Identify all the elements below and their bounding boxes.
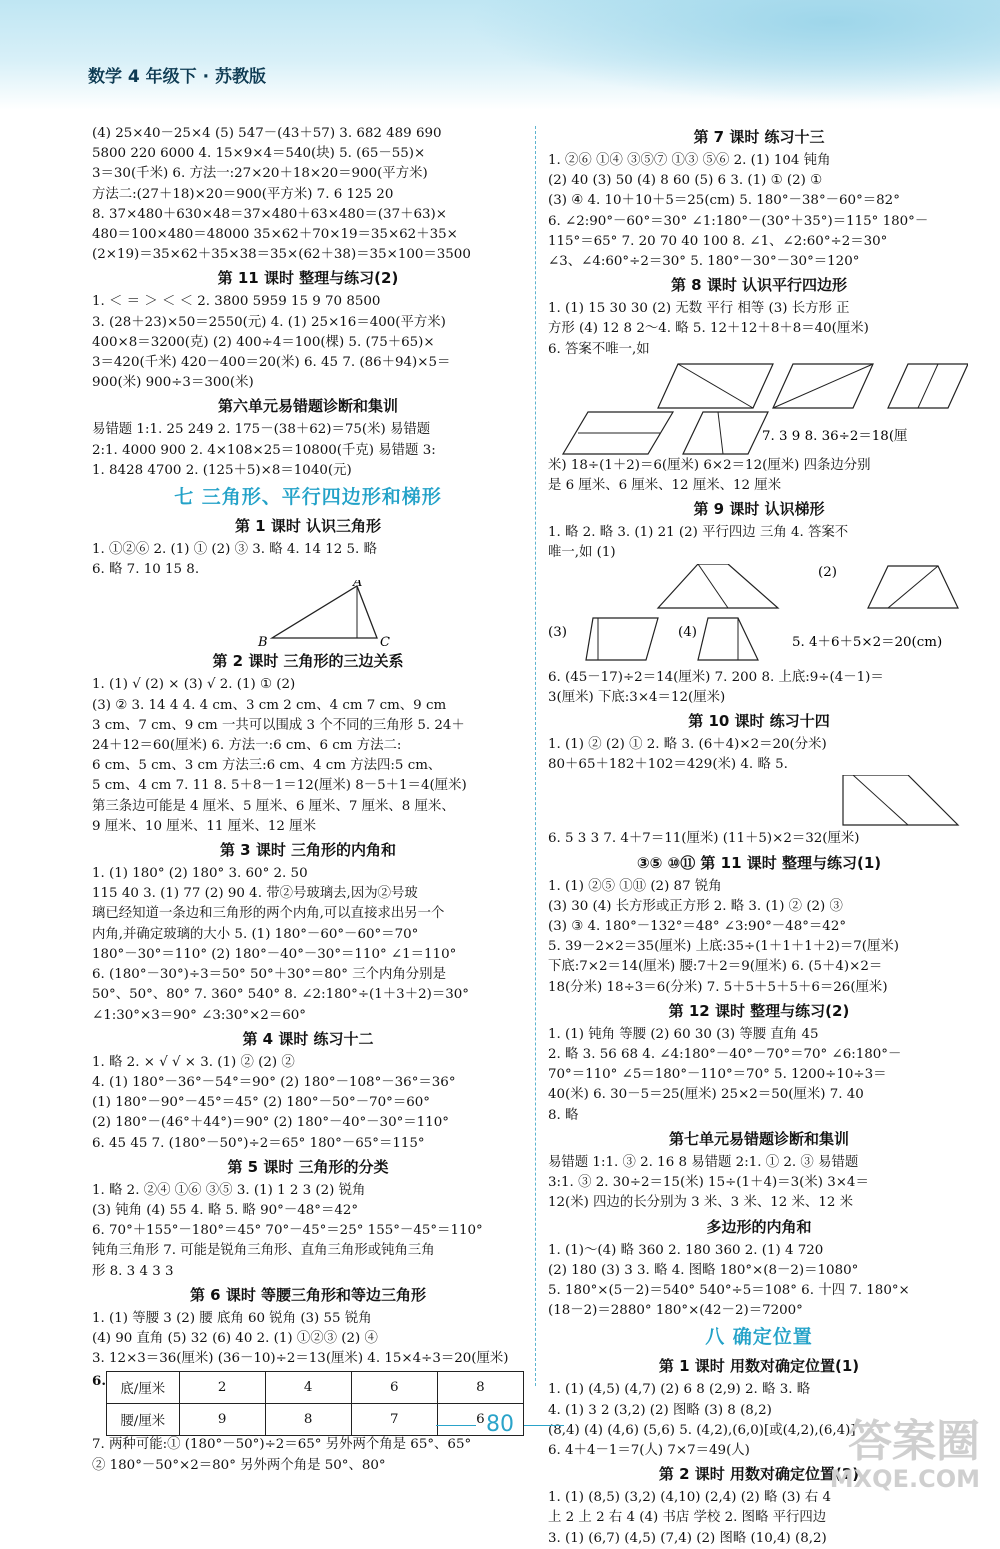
answer-line: 2:1. 4000 900 2. 4×108×25＝10800(千克) 易错题 3: bbox=[92, 442, 436, 458]
answer-line: 1. 略 2. × √ √ × 3. (1) ② (2) ② bbox=[92, 1054, 295, 1070]
answer-line: 第三条边可能是 4 厘米、5 厘米、6 厘米、7 厘米、8 厘米、 bbox=[92, 798, 455, 814]
table-cell: 7 bbox=[351, 1404, 437, 1436]
answer-line: 5. 180°×(5－2)＝540° 540°÷5＝108° 6. 十四 7. 180°× bbox=[548, 1282, 910, 1298]
answer-line: 1. ②⑥ ①④ ③⑤⑦ ①③ ⑤⑥ 2. (1) 104 钝角 bbox=[548, 153, 831, 168]
answer-line: 5 cm、4 cm 7. 11 8. 5＋8－1＝12(厘米) 8－5＋1＝4(厘米) bbox=[92, 778, 467, 794]
section-answers bbox=[92, 1053, 524, 1154]
answer-line: 1. ①②⑥ 2. (1) ① (2) ③ 3. 略 4. 14 12 5. 略 bbox=[92, 542, 377, 558]
table-cell: 6 bbox=[351, 1372, 437, 1404]
watermark-line: MXQE.COM bbox=[829, 1465, 980, 1493]
answer-line: 8. 略 bbox=[548, 1107, 579, 1123]
answer-line: ∠3、∠4:60°÷2＝30° 5. 180°－30°－30°＝120° bbox=[548, 254, 860, 270]
section-answers bbox=[548, 735, 970, 775]
answer-line: 6. 略 7. 10 15 8. bbox=[92, 562, 200, 578]
right-column bbox=[548, 124, 970, 1549]
parallelogram-svg bbox=[548, 360, 968, 456]
answer-line: 1. (1) (4,5) (4,7) (2) 6 8 (2,9) 2. 略 3. 略 bbox=[548, 1382, 811, 1398]
answer-line: 5. 39－2×2＝35(厘米) 上底:35÷(1＋1＋1＋2)＝7(厘米) bbox=[548, 939, 900, 955]
answer-line: 方法二:(27＋18)×20＝900(平方米) 7. 6 125 20 bbox=[92, 186, 394, 202]
answer-line: 1. (1) (8,5) (3,2) (4,10) (2,4) (2) 略 (3) 右 4 bbox=[548, 1490, 832, 1506]
trapezoid-figures bbox=[548, 564, 970, 668]
answer-line: ∠1:30°×3＝90° ∠3:30°×2＝60° bbox=[92, 1007, 306, 1023]
answer-line: 1. (1) 钝角 等腰 (2) 60 30 (3) 等腰 直角 45 bbox=[548, 1026, 819, 1042]
section-title: 第 12 课时 整理与练习(2) bbox=[668, 1001, 850, 1020]
answer-line: 80＋65＋182＋102＝429(米) 4. 略 5. bbox=[548, 757, 788, 773]
answer-line: 6. 4＋4－1＝7(人) 7×7＝49(人) bbox=[548, 1442, 750, 1458]
section-answers bbox=[548, 877, 970, 998]
page-dash bbox=[436, 1425, 476, 1426]
header-banner bbox=[0, 0, 1000, 110]
answer-line: 是 6 厘米、6 厘米、12 厘米、12 厘米 bbox=[548, 478, 782, 494]
vertex-label: B bbox=[258, 635, 268, 649]
answer-line: (3) 钝角 (4) 55 4. 略 5. 略 90°－48°＝42° bbox=[92, 1202, 359, 1218]
section-title: 第 5 课时 三角形的分类 bbox=[227, 1157, 389, 1176]
answer-line: 1. ＜ ＝ ＞ ＜ ＜ 2. 3800 5959 15 9 70 8500 bbox=[92, 294, 381, 310]
answer-line: 7. 两种可能:① (180°－50°)÷2＝65° 另外两个角是 65°、65° bbox=[92, 1437, 472, 1453]
section-answers bbox=[92, 864, 524, 1026]
answer-line: 900(米) 900÷3＝300(米) bbox=[92, 375, 254, 391]
watermark-line: 答案圈 bbox=[848, 1416, 980, 1467]
answer-line: 9 厘米、10 厘米、11 厘米、12 厘米 bbox=[92, 818, 316, 834]
top-answers bbox=[92, 124, 524, 265]
column-divider bbox=[535, 126, 536, 1386]
vertex-label: A bbox=[353, 580, 363, 591]
section-title: 第 10 课时 练习十四 bbox=[688, 712, 830, 731]
answer-line: 4. (1) 180°－36°－54°＝90° (2) 180°－108°－36°＝36° bbox=[92, 1074, 456, 1090]
answer-line: 400×8＝3200(克) (2) 400÷4＝100(棵) 5. (75＋65)× bbox=[92, 334, 435, 350]
answer-line: 6. 45 45 7. (180°－50°)÷2＝65° 180°－65°＝115° bbox=[92, 1135, 425, 1151]
section-answers bbox=[92, 420, 524, 481]
section-title: ③⑤ ⑩⑪ 第 11 课时 整理与练习(1) bbox=[636, 853, 882, 872]
answer-line: (2) 180 (3) 3 3. 略 4. 图略 180°×(8－2)＝1080° bbox=[548, 1262, 859, 1278]
answer-line: (2) 40 (3) 50 (4) 8 60 (5) 6 3. (1) ① (2) ① bbox=[548, 173, 823, 189]
section-answers bbox=[92, 1181, 524, 1282]
answer-line: 115 40 3. (1) 77 (2) 90 4. 带②号玻璃去,因为②号玻 bbox=[92, 886, 418, 902]
answer-line: 70°＝110° ∠5＝180°－110°＝70° 5. 1200÷10÷3＝ bbox=[548, 1067, 887, 1083]
answer-line: 1. 8428 4700 2. (125＋5)×8＝1040(元) bbox=[92, 462, 352, 478]
answer-line: 1. 略 2. 略 3. (1) 21 (2) 平行四边 三角 4. 答案不 bbox=[548, 525, 849, 541]
table-header-cell: 腰/厘米 bbox=[107, 1404, 180, 1436]
answer-line: 1. (1) ②⑤ ①⑪ (2) 87 锐角 bbox=[548, 878, 722, 894]
answer-line: 18(分米) 18÷3＝6(分米) 7. 5＋5＋5＋5＋6＝26(厘米) bbox=[548, 979, 888, 995]
section-title: 第 2 课时 用数对确定位置(2) bbox=[658, 1465, 860, 1484]
section-answers bbox=[548, 1153, 970, 1214]
answer-line: 6. (45－17)÷2＝14(厘米) 7. 200 8. 上底:9÷(4－1)＝ bbox=[548, 669, 884, 685]
book-title: 数学 4 年级下 · 苏教版 bbox=[88, 67, 266, 87]
answer-line: 2. 略 3. 56 68 4. ∠4:180°－40°－70°＝70° ∠6:180°－ bbox=[548, 1047, 902, 1063]
triangle-svg bbox=[92, 580, 522, 648]
answer-line: 3. 12×3＝36(厘米) (36－10)÷2＝13(厘米) 4. 15×4÷3＝20(厘米) bbox=[92, 1351, 509, 1367]
table-cell: 2 bbox=[179, 1372, 265, 1404]
answer-line: (18－2)＝2880° 180°×(42－2)＝7200° bbox=[548, 1303, 803, 1319]
answer-line: 1. (1)～(4) 略 360 2. 180 360 2. (1) 4 720 bbox=[548, 1242, 824, 1258]
section-answers bbox=[548, 829, 970, 849]
section-title: 第 6 课时 等腰三角形和等边三角形 bbox=[189, 1285, 427, 1304]
answer-line: 6. ∠2:90°－60°＝30° ∠1:180°－(30°＋35°)＝115° 180°－ bbox=[548, 213, 929, 229]
answer-line: 6. 5 3 3 7. 4＋7＝11(厘米) (11＋5)×2＝32(厘米) bbox=[548, 831, 860, 847]
answer-line: 形 8. 3 4 3 3 bbox=[92, 1263, 174, 1279]
section-answers bbox=[548, 456, 970, 496]
answer-line: (2×19)＝35×62＋35×38＝35×(62＋38)＝35×100＝3500 bbox=[92, 247, 471, 263]
figure-label: (4) bbox=[678, 624, 697, 640]
answer-line: 钝角三角形 7. 可能是锐角三角形、直角三角形或钝角三角 bbox=[92, 1243, 435, 1259]
unit-title: 八 确定位置 bbox=[705, 1326, 813, 1349]
question-number: 6. bbox=[92, 1373, 106, 1390]
figure-label: (2) bbox=[818, 564, 837, 580]
answer-line: 115°＝65° 7. 20 70 40 100 8. ∠1、∠2:60°÷2＝30° bbox=[548, 233, 888, 249]
answer-line: (3) ④ 4. 10＋10＋5＝25(cm) 5. 180°－38°－60°＝82° bbox=[548, 193, 900, 209]
answer-line: 6. (180°－30°)÷3＝50° 50°＋30°＝80° 三个内角分别是 bbox=[92, 967, 446, 983]
answer-line: (4) 90 直角 (5) 32 (6) 40 2. (1) ①②③ (2) ④ bbox=[92, 1330, 378, 1346]
answer-line: 180°－30°＝110° (2) 180°－40°－30°＝110° ∠1＝110° bbox=[92, 946, 457, 962]
section-answers bbox=[548, 151, 970, 272]
answer-line: (3) ③ 4. 180°－132°＝48° ∠3:90°－48°＝42° bbox=[548, 919, 847, 935]
table-cell: 9 bbox=[179, 1404, 265, 1436]
answer-line: (4) 25×40－25×4 (5) 547－(43＋57) 3. 682 489 690 bbox=[92, 126, 442, 141]
table-cell: 8 bbox=[437, 1372, 523, 1404]
section-answers bbox=[92, 1435, 524, 1475]
section-title: 第 9 课时 认识梯形 bbox=[693, 500, 825, 519]
answer-line: 下底:7×2＝14(厘米) 腰:7＋2＝9(厘米) 6. (5＋4)×2＝ bbox=[548, 959, 883, 975]
cut-svg bbox=[548, 775, 968, 829]
answer-line: 5800 220 6000 4. 15×9×4＝540(块) 5. (65－55)× bbox=[92, 146, 426, 162]
banner-waves bbox=[440, 0, 1000, 110]
answer-line: 3＝420(千米) 420－400＝20(米) 6. 45 7. (86＋94)×5＝ bbox=[92, 355, 451, 371]
section-answers bbox=[548, 1241, 970, 1322]
answer-line: 480＝100×480＝48000 35×62＋70×19＝35×62＋35× bbox=[92, 227, 458, 243]
answer-line: 1. 略 2. ②④ ①⑥ ③⑤ 3. (1) 1 2 3 (2) 锐角 bbox=[92, 1182, 366, 1198]
section-answers bbox=[92, 675, 524, 837]
answer-line: (3) ② 3. 14 4 4. 4 cm、3 cm 2 cm、4 cm 7 cm、9 cm bbox=[92, 697, 447, 713]
section-title: 第 1 课时 用数对确定位置(1) bbox=[658, 1357, 860, 1376]
triangle-figure bbox=[92, 580, 524, 648]
answer-line: 上 2 上 2 右 4 (4) 书店 学校 2. 图略 平行四边 bbox=[548, 1510, 827, 1526]
section-answers bbox=[92, 1309, 524, 1370]
answer-line: 1. (1) 15 30 30 (2) 无数 平行 相等 (3) 长方形 正 bbox=[548, 301, 850, 317]
answer-line: (2) 180°－(46°＋44°)＝90° (2) 180°－40°－30°＝110° bbox=[92, 1115, 449, 1131]
table-cell: 8 bbox=[265, 1404, 351, 1436]
vertex-label: C bbox=[380, 635, 390, 649]
left-column bbox=[92, 124, 524, 1476]
answer-line: 3:1. ③ 2. 30÷2＝15(米) 15÷(1＋4)＝3(米) 3×4＝ bbox=[548, 1175, 869, 1191]
answer-line: 3＝30(千米) 6. 方法一:27×20＋18×20＝900(平方米) bbox=[92, 166, 428, 182]
answer-line: 8. 37×480＋630×48＝37×480＋63×480＝(37＋63)× bbox=[92, 206, 448, 222]
watermark bbox=[829, 1416, 980, 1493]
unit-title: 七 三角形、平行四边形和梯形 bbox=[174, 486, 442, 509]
section-answers bbox=[92, 540, 524, 580]
answer-line: 米) 18÷(1＋2)＝6(厘米) 6×2＝12(厘米) 四条边分别 bbox=[548, 457, 871, 473]
answer-line: 50°、50°、80° 7. 360° 540° 8. ∠2:180°÷(1＋3＋2)＝30° bbox=[92, 987, 469, 1003]
section-title: 第 4 课时 练习十二 bbox=[242, 1029, 374, 1048]
answer-line: 璃已经知道一条边和三角形的两个内角,可以直接求出另一个 bbox=[92, 906, 445, 922]
answer-line: (8,4) (4) (4,6) (5,6) 5. (4,2),(6,0)[或(4,2),(6,4)] bbox=[548, 1422, 856, 1438]
answer-line: 12(米) 四边的长分别为 3 米、3 米、12 米、12 米 bbox=[548, 1195, 854, 1211]
section-title: 第六单元易错题诊断和集训 bbox=[217, 397, 398, 416]
answer-line: 3. (28＋23)×50＝2550(元) 4. (1) 25×16＝400(平方米) bbox=[92, 314, 446, 330]
section-answers bbox=[548, 668, 970, 708]
answer-line: (3) 30 (4) 长方形或正方形 2. 略 3. (1) ② (2) ③ bbox=[548, 898, 843, 914]
answer-line: 易错题 1:1. 25 249 2. 175－(38＋62)＝75(米) 易错题 bbox=[92, 422, 431, 438]
answer-line: 24＋12＝60(厘米) 6. 方法一:6 cm、6 cm 方法二: bbox=[92, 738, 402, 754]
figure-caption: 5. 4＋6＋5×2＝20(cm) bbox=[792, 634, 943, 650]
answer-line: 1. (1) ② (2) ① 2. 略 3. (6＋4)×2＝20(分米) bbox=[548, 737, 827, 753]
table-cell: 4 bbox=[265, 1372, 351, 1404]
table-cell: 6 bbox=[437, 1404, 523, 1436]
figure-label: (3) bbox=[548, 624, 567, 640]
answer-line: 易错题 1:1. ③ 2. 16 8 易错题 2:1. ① 2. ③ 易错题 bbox=[548, 1154, 859, 1170]
table-row bbox=[107, 1372, 524, 1404]
answer-line: ② 180°－50°×2＝80° 另外两个角是 50°、80° bbox=[92, 1457, 386, 1473]
section-title: 多边形的内角和 bbox=[706, 1217, 812, 1236]
answer-line: (1) 180°－90°－45°＝45° (2) 180°－50°－70°＝60° bbox=[92, 1095, 430, 1111]
answer-line: 6. 70°＋155°－180°＝45° 70°－45°＝25° 155°－45°＝110° bbox=[92, 1223, 483, 1239]
figure-caption: 7. 3 9 8. 36÷2＝18(厘 bbox=[762, 428, 908, 444]
section-answers bbox=[548, 1488, 970, 1549]
section-title: 第 7 课时 练习十三 bbox=[693, 128, 825, 146]
section-title: 第 1 课时 认识三角形 bbox=[234, 517, 382, 536]
page-dash bbox=[524, 1425, 564, 1426]
answer-line: 3. (1) (6,7) (4,5) (7,4) (2) 图略 (10,4) (8,2) bbox=[548, 1530, 827, 1546]
section-title: 第 8 课时 认识平行四边形 bbox=[670, 276, 848, 295]
answer-line: 6. 答案不唯一,如 bbox=[548, 341, 650, 357]
parallelogram-figures bbox=[548, 360, 970, 456]
answer-line: 唯一,如 (1) bbox=[548, 545, 616, 561]
section-answers bbox=[548, 523, 970, 563]
answer-line: 40(米) 6. 30－5＝25(厘米) 25×2＝50(厘米) 7. 40 bbox=[548, 1087, 864, 1103]
cut-figure bbox=[548, 775, 970, 829]
section-answers bbox=[92, 292, 524, 393]
answer-line: 3 cm、7 cm、9 cm 一共可以围成 3 个不同的三角形 5. 24＋ bbox=[92, 717, 465, 733]
answer-line: 4. (1) 3 2 (3,2) (2) 图略 (3) 8 (8,2) bbox=[548, 1402, 772, 1418]
section-title: 第 3 课时 三角形的内角和 bbox=[219, 841, 397, 860]
section-answers bbox=[548, 1025, 970, 1126]
answer-line: 3(厘米) 下底:3×4＝12(厘米) bbox=[548, 689, 726, 705]
section-answers bbox=[548, 299, 970, 360]
trapezoid-svg bbox=[548, 564, 968, 668]
section-title: 第 2 课时 三角形的三边关系 bbox=[212, 652, 404, 671]
answer-line: 方形 (4) 12 8 2～4. 略 5. 12＋12＋8＋8＝40(厘米) bbox=[548, 321, 869, 337]
answer-line: 内角,并确定玻璃的大小 5. (1) 180°－60°－60°＝70° bbox=[92, 926, 419, 942]
answer-line: 1. (1) √ (2) × (3) √ 2. (1) ① (2) bbox=[92, 677, 296, 693]
table-header-cell: 底/厘米 bbox=[107, 1372, 180, 1404]
answer-line: 6 cm、5 cm、3 cm 方法三:6 cm、4 cm 方法四:5 cm、 bbox=[92, 758, 442, 774]
page-number-text: 80 bbox=[486, 1412, 514, 1437]
section-title: 第 11 课时 整理与练习(2) bbox=[217, 269, 399, 288]
section-title: 第七单元易错题诊断和集训 bbox=[668, 1129, 849, 1148]
answer-line: 1. (1) 180° (2) 180° 3. 60° 2. 50 bbox=[92, 866, 308, 882]
answer-line: 1. (1) 等腰 3 (2) 腰 底角 60 锐角 (3) 55 锐角 bbox=[92, 1310, 372, 1326]
